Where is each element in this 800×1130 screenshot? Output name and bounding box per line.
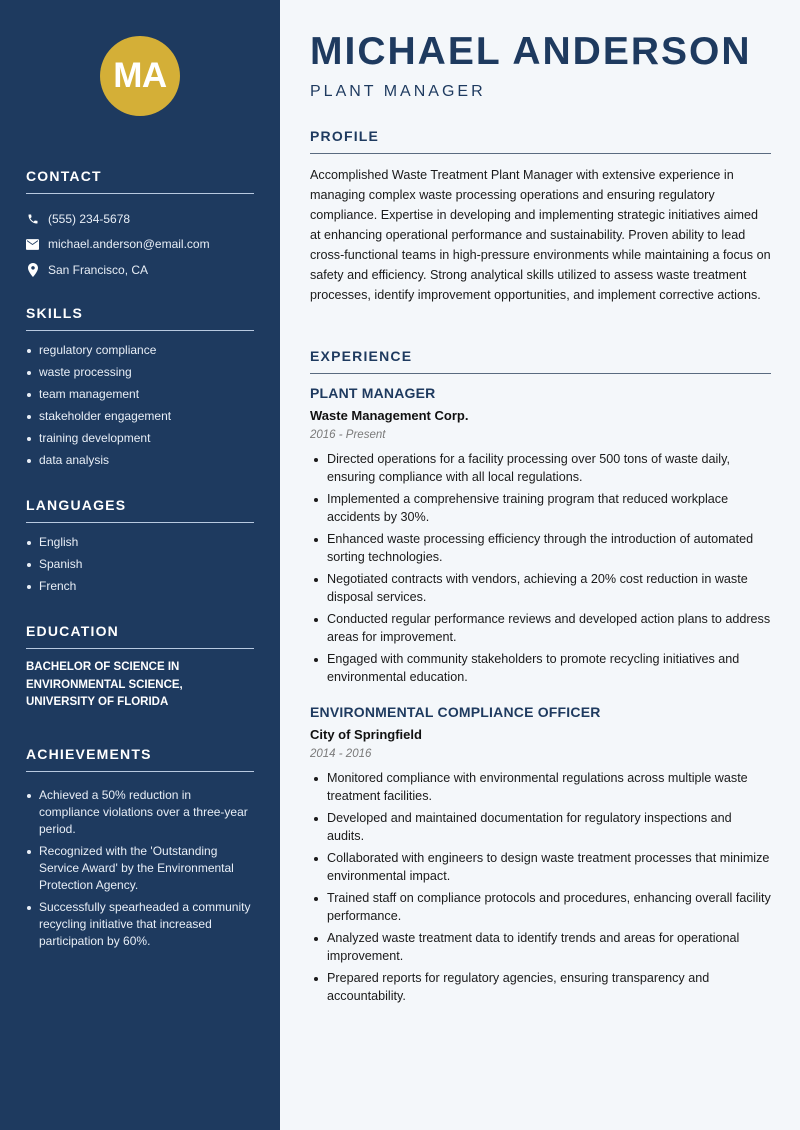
location-icon [26, 263, 39, 276]
contact-heading: CONTACT [26, 168, 254, 194]
skill-item: training development [26, 430, 254, 447]
education-degree: BACHELOR OF SCIENCE IN ENVIRONMENTAL SCIENCE, UNIVERSITY OF FLORIDA [26, 661, 183, 708]
sidebar [0, 0, 280, 1130]
profile-text: Accomplished Waste Treatment Plant Manager with extensive experience in managing complex waste processing operations and ensuring regulatory compliance. Expertise in developing and implementing strategic initiatives aimed at enhancing operational performance and sustainability. Proven ability to lead cross-functional teams in high-pressure environments while maintaining a focus on safety and efficiency. Strong analytical skills utilized to assess waste treatment processes, identify improvement opportunities, and implement corrective actions. [310, 168, 771, 302]
job-bullet: Enhanced waste processing efficiency through the introduction of automated sorting technologies. [310, 530, 771, 566]
avatar-initials: MA [113, 56, 167, 95]
job-company: City of Springfield [310, 727, 422, 742]
skills-heading: SKILLS [26, 305, 254, 331]
achievement-item: Recognized with the 'Outstanding Service Award' by the Environmental Protection Agency. [26, 843, 254, 894]
contact-phone [26, 206, 254, 232]
email-icon [26, 238, 39, 251]
job-bullet: Collaborated with engineers to design waste treatment processes that minimize environmental impact. [310, 849, 771, 885]
job-bullet: Monitored compliance with environmental regulations across multiple waste treatment facilities. [310, 769, 771, 805]
job-dates: 2016 - Present [310, 429, 386, 441]
language-item: English [26, 534, 254, 551]
job-dates: 2014 - 2016 [310, 748, 372, 760]
skill-item: team management [26, 386, 254, 403]
education-section [26, 623, 254, 712]
profile-heading: PROFILE [310, 128, 771, 154]
achievements-list [26, 787, 254, 950]
contact-phone-text[interactable]: (555) 234-5678 [48, 211, 131, 226]
skill-item: data analysis [26, 452, 254, 469]
language-item: French [26, 578, 254, 595]
job-company: Waste Management Corp. [310, 408, 469, 423]
language-item: Spanish [26, 556, 254, 573]
achievement-item: Achieved a 50% reduction in compliance violations over a three-year period. [26, 787, 254, 838]
languages-list [26, 534, 254, 595]
job-title: ENVIRONMENTAL COMPLIANCE OFFICER [310, 704, 601, 720]
contact-location [26, 257, 254, 283]
skill-item: waste processing [26, 364, 254, 381]
contact-email [26, 232, 254, 258]
job-bullet: Trained staff on compliance protocols and procedures, enhancing overall facility performance. [310, 889, 771, 925]
job-bullet: Developed and maintained documentation for regulatory inspections and audits. [310, 809, 771, 845]
job-bullet: Prepared reports for regulatory agencies, ensuring transparency and accountability. [310, 969, 771, 1005]
profile-section [310, 128, 771, 305]
job-bullets [310, 769, 771, 1005]
skill-item: regulatory compliance [26, 342, 254, 359]
skill-item: stakeholder engagement [26, 408, 254, 425]
job-bullet: Engaged with community stakeholders to promote recycling initiatives and environmental education. [310, 650, 771, 686]
achievements-heading: ACHIEVEMENTS [26, 746, 254, 772]
skills-section [26, 305, 254, 474]
avatar [100, 36, 180, 116]
contact-list [26, 206, 254, 283]
contact-location-text: San Francisco, CA [48, 262, 149, 277]
job-bullets [310, 450, 771, 686]
job-bullet: Conducted regular performance reviews and developed action plans to address areas for improvement. [310, 610, 771, 646]
achievement-item: Successfully spearheaded a community recycling initiative that increased participation by 60%. [26, 899, 254, 950]
languages-heading: LANGUAGES [26, 497, 254, 523]
contact-email-text[interactable]: michael.anderson@email.com [48, 237, 210, 252]
education-heading: EDUCATION [26, 623, 254, 649]
phone-icon [26, 212, 39, 225]
skills-list [26, 342, 254, 469]
job-entry [310, 385, 771, 686]
candidate-title: PLANT MANAGER [310, 83, 486, 100]
experience-section [310, 348, 771, 1009]
job-bullet: Negotiated contracts with vendors, achieving a 20% cost reduction in waste disposal services. [310, 570, 771, 606]
contact-section [26, 168, 254, 283]
candidate-name: MICHAEL ANDERSON [310, 30, 752, 73]
job-bullet: Directed operations for a facility processing over 500 tons of waste daily, ensuring compliance with all local regulations. [310, 450, 771, 486]
job-bullet: Implemented a comprehensive training program that reduced workplace accidents by 30%. [310, 490, 771, 526]
job-bullet: Analyzed waste treatment data to identify trends and areas for operational improvement. [310, 929, 771, 965]
achievements-section [26, 746, 254, 955]
languages-section [26, 497, 254, 600]
job-entry [310, 704, 771, 1005]
job-title: PLANT MANAGER [310, 385, 436, 401]
experience-heading: EXPERIENCE [310, 348, 771, 374]
